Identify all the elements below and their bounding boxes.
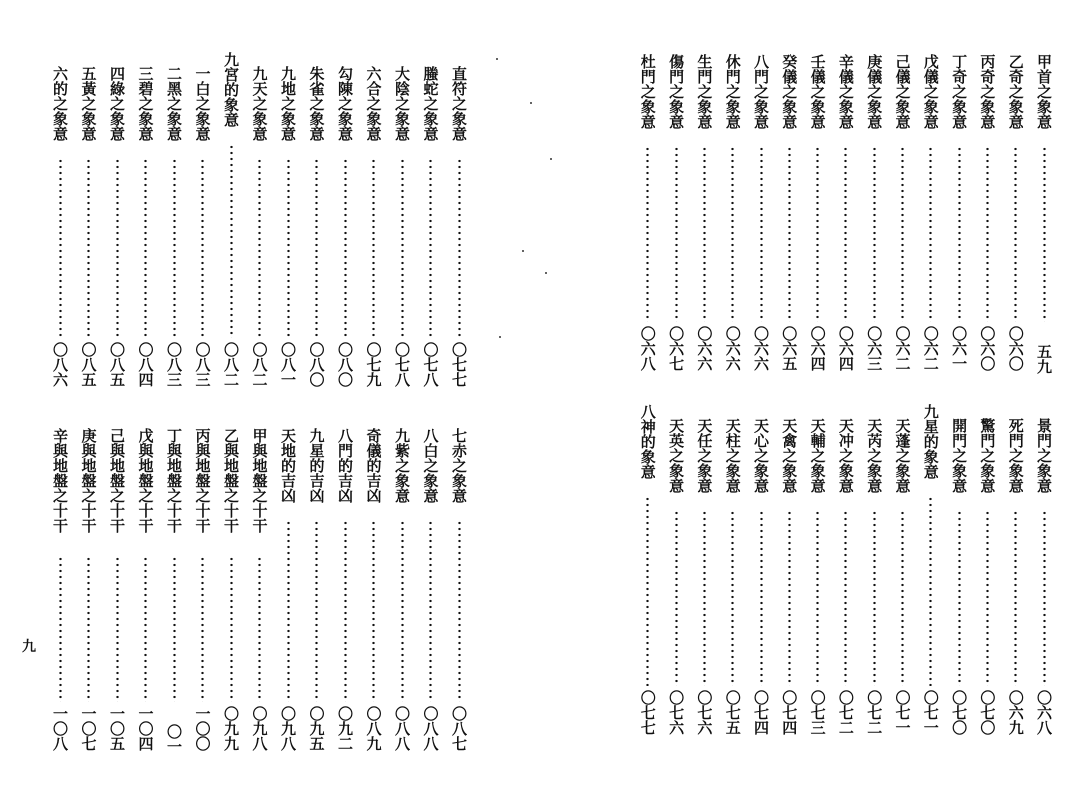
dot-leader <box>144 158 147 338</box>
toc-entry-title: 己儀之象意 <box>893 54 912 129</box>
dot-leader <box>315 520 318 702</box>
toc-entry-title: 大陰之象意 <box>393 66 411 141</box>
toc-entry-title: 九星的吉凶 <box>307 428 326 503</box>
toc-entry-page: 一〇七 <box>79 706 98 751</box>
dot-leader <box>458 158 461 338</box>
dot-leader <box>144 556 147 702</box>
toc-entry-page: 〇八四 <box>136 342 155 387</box>
toc-entry-title: 乙奇之象意 <box>1006 54 1025 129</box>
toc-entry-title: 乙與地盤之十干 <box>222 428 240 533</box>
toc-entry-page: 〇六五 <box>780 326 799 371</box>
toc-entry-title: 開門之象意 <box>950 418 969 493</box>
toc-entry-title: 死門之象意 <box>1006 418 1025 493</box>
toc-entry-title: 九天之象意 <box>250 66 269 141</box>
toc-entry-page: 〇九五 <box>307 706 326 751</box>
toc-entry-title: 直符之象意 <box>450 66 468 141</box>
toc-entry-title: 戊與地盤之十干 <box>136 428 155 533</box>
toc-entry-title: 癸儀之象意 <box>780 54 799 129</box>
toc-entry-page: 一〇五 <box>108 706 126 751</box>
toc-entry-page: 〇六二 <box>893 326 912 371</box>
dot-leader <box>958 146 961 322</box>
toc-entry-title: 丙奇之象意 <box>978 54 997 129</box>
toc-entry-page: 〇八〇 <box>336 342 354 387</box>
toc-entry-page: 〇七一 <box>921 690 940 735</box>
toc-entry-title: 甲與地盤之十干 <box>250 428 269 533</box>
toc-entry-title: 九紫之象意 <box>393 428 411 503</box>
toc-entry-page: 五九 <box>1035 344 1053 374</box>
toc-entry-title: 壬儀之象意 <box>808 54 827 129</box>
toc-entry-title: 天冲之象意 <box>836 418 855 493</box>
toc-entry-page: 〇八八 <box>393 706 411 751</box>
toc-entry-title: 天英之象意 <box>667 418 686 493</box>
toc-entry-title: 奇儀的吉凶 <box>364 428 383 503</box>
toc-entry-page: 〇七二 <box>865 690 884 735</box>
toc-entry-title: 三碧之象意 <box>136 66 155 141</box>
toc-entry-page: 〇八七 <box>450 706 468 751</box>
dot-leader <box>929 146 932 322</box>
toc-entry-page: 〇六六 <box>752 326 770 371</box>
dot-leader <box>87 158 90 338</box>
toc-entry-title: 丁與地盤之十干 <box>165 428 183 533</box>
toc-entry-page: 〇七七 <box>638 690 657 735</box>
toc-entry-page: 〇六三 <box>865 326 884 371</box>
dot-leader <box>901 146 904 322</box>
toc-entry-title: 己與地盤之十干 <box>108 428 126 533</box>
toc-entry-title: 天禽之象意 <box>780 418 799 493</box>
dot-leader <box>703 510 706 686</box>
toc-entry-page: 〇七八 <box>421 342 440 387</box>
dot-leader <box>646 146 649 322</box>
toc-entry-page: 〇七七 <box>450 342 468 387</box>
toc-entry-page: 一〇〇 <box>193 706 212 751</box>
toc-entry-title: 杜門之象意 <box>638 54 657 129</box>
toc-entry-title: 景門之象意 <box>1035 418 1053 493</box>
scan-speck <box>499 336 501 338</box>
toc-entry-page: 〇六八 <box>638 326 657 371</box>
toc-entry-page: 〇六九 <box>1006 690 1025 735</box>
dot-leader <box>116 158 119 338</box>
toc-entry-page: 〇六七 <box>667 326 686 371</box>
dot-leader <box>116 556 119 702</box>
toc-entry-title: 驚門之象意 <box>978 418 997 493</box>
dot-leader <box>731 510 734 686</box>
dot-leader <box>230 144 233 338</box>
toc-entry-page: 〇七四 <box>752 690 770 735</box>
dot-leader <box>201 556 204 702</box>
toc-entry-title: 戊儀之象意 <box>921 54 940 129</box>
toc-entry-page: 〇八三 <box>165 342 183 387</box>
page-number: 九 <box>22 639 36 655</box>
toc-entry-title: 勾陳之象意 <box>336 66 354 141</box>
dot-leader <box>59 158 62 338</box>
toc-entry-title: 生門之象意 <box>695 54 714 129</box>
toc-entry-page: 〇九九 <box>222 706 240 751</box>
toc-entry-page: 一〇四 <box>136 706 155 751</box>
dot-leader <box>87 556 90 702</box>
toc-entry-title: 九宮的象意 <box>222 52 240 127</box>
toc-entry-title: 辛儀之象意 <box>836 54 855 129</box>
toc-entry-title: 八白之象意 <box>421 428 440 503</box>
toc-entry-page: 〇八一 <box>279 342 297 387</box>
toc-entry-title: 天任之象意 <box>695 418 714 493</box>
dot-leader <box>1014 510 1017 686</box>
toc-entry-title: 六合之象意 <box>364 66 383 141</box>
toc-entry-title: 休門之象意 <box>723 54 742 129</box>
toc-entry-title: 天輔之象意 <box>808 418 827 493</box>
dot-leader <box>731 146 734 322</box>
toc-entry-title: 二黑之象意 <box>165 66 183 141</box>
toc-entry-page: 〇七八 <box>393 342 411 387</box>
toc-entry-page: 〇八八 <box>421 706 440 751</box>
dot-leader <box>173 158 176 338</box>
toc-entry-page: 〇八五 <box>108 342 126 387</box>
dot-leader <box>59 556 62 702</box>
toc-entry-title: 天柱之象意 <box>723 418 742 493</box>
toc-entry-page: 〇七六 <box>695 690 714 735</box>
scan-speck <box>522 250 524 252</box>
dot-leader <box>816 510 819 686</box>
dot-leader <box>986 146 989 322</box>
toc-entry-page: 〇七〇 <box>950 690 969 735</box>
toc-entry-page: 〇七五 <box>723 690 742 735</box>
toc-entry-title: 八神的象意 <box>638 404 657 479</box>
toc-entry-page: 〇八三 <box>193 342 212 387</box>
toc-entry-title: 庚儀之象意 <box>865 54 884 129</box>
dot-leader <box>675 146 678 322</box>
dot-leader <box>1043 510 1046 686</box>
toc-entry-page: 〇九八 <box>279 706 297 751</box>
dot-leader <box>458 520 461 702</box>
dot-leader <box>287 520 290 702</box>
dot-leader <box>760 510 763 686</box>
scan-speck <box>496 58 498 60</box>
scan-speck <box>545 272 547 274</box>
dot-leader <box>1014 146 1017 322</box>
toc-entry-page: 〇九八 <box>250 706 269 751</box>
toc-entry-page: 〇七四 <box>780 690 799 735</box>
dot-leader <box>929 496 932 686</box>
dot-leader <box>901 510 904 686</box>
dot-leader <box>429 158 432 338</box>
toc-entry-page: 〇六四 <box>808 326 827 371</box>
toc-entry-page: 〇六一 <box>950 326 969 371</box>
dot-leader <box>1043 146 1046 322</box>
dot-leader <box>401 158 404 338</box>
toc-entry-title: 天芮之象意 <box>865 418 884 493</box>
toc-entry-page: 〇七一 <box>893 690 912 735</box>
dot-leader <box>344 520 347 702</box>
toc-entry-page: 〇八〇 <box>307 342 326 387</box>
toc-entry-title: 丙與地盤之十干 <box>193 428 212 533</box>
toc-entry-page: 〇七六 <box>667 690 686 735</box>
toc-entry-page: 〇八二 <box>222 342 240 387</box>
dot-leader <box>675 510 678 686</box>
toc-entry-page: 〇七三 <box>808 690 827 735</box>
toc-entry-title: 甲首之象意 <box>1035 54 1053 129</box>
toc-entry-title: 天蓬之象意 <box>893 418 912 493</box>
toc-entry-title: 天心之象意 <box>752 418 770 493</box>
toc-entry-page: 〇八九 <box>364 706 383 751</box>
toc-entry-title: 庚與地盤之十干 <box>79 428 98 533</box>
toc-entry-title: 八門之象意 <box>752 54 770 129</box>
toc-entry-page: 〇六六 <box>695 326 714 371</box>
toc-entry-title: 一白之象意 <box>193 66 212 141</box>
dot-leader <box>788 146 791 322</box>
dot-leader <box>230 556 233 702</box>
dot-leader <box>201 158 204 338</box>
dot-leader <box>372 158 375 338</box>
toc-entry-title: 五黃之象意 <box>79 66 98 141</box>
dot-leader <box>258 158 261 338</box>
toc-entry-page: 〇九二 <box>336 706 354 751</box>
toc-entry-page: 〇六〇 <box>978 326 997 371</box>
dot-leader <box>287 158 290 338</box>
dot-leader <box>816 146 819 322</box>
toc-entry-title: 四綠之象意 <box>108 66 126 141</box>
dot-leader <box>372 520 375 702</box>
dot-leader <box>258 556 261 702</box>
dot-leader <box>873 510 876 686</box>
dot-leader <box>344 158 347 338</box>
toc-entry-title: 七赤之象意 <box>450 428 468 503</box>
toc-entry-page: 〇八六 <box>51 342 69 387</box>
dot-leader <box>958 510 961 686</box>
dot-leader <box>760 146 763 322</box>
dot-leader <box>703 146 706 322</box>
toc-entry-page: 〇六六 <box>723 326 742 371</box>
dot-leader <box>986 510 989 686</box>
toc-entry-page: 〇八二 <box>250 342 269 387</box>
toc-entry-page: 〇七九 <box>364 342 383 387</box>
dot-leader <box>844 146 847 322</box>
toc-entry-title: 六的之象意 <box>51 66 69 141</box>
toc-entry-title: 九星的象意 <box>921 404 940 479</box>
toc-entry-page: 一〇八 <box>51 706 69 751</box>
toc-entry-page: 〇六〇 <box>1006 326 1025 371</box>
toc-entry-title: 朱雀之象意 <box>307 66 326 141</box>
scan-speck <box>530 102 532 104</box>
toc-entry-title: 丁奇之象意 <box>950 54 969 129</box>
dot-leader <box>429 520 432 702</box>
toc-entry-page: 〇七二 <box>836 690 855 735</box>
toc-entry-title: 辛與地盤之十干 <box>51 428 69 533</box>
toc-entry-title: 九地之象意 <box>279 66 297 141</box>
dot-leader <box>173 556 176 702</box>
toc-entry-page: 〇六八 <box>1035 690 1053 735</box>
dot-leader <box>788 510 791 686</box>
toc-entry-title: 螣蛇之象意 <box>421 66 440 141</box>
dot-leader <box>315 158 318 338</box>
dot-leader <box>873 146 876 322</box>
toc-entry-page: 〇六四 <box>836 326 855 371</box>
toc-entry-title: 八門的吉凶 <box>336 428 354 503</box>
toc-entry-page: 〇八五 <box>79 342 98 387</box>
scan-speck <box>550 158 552 160</box>
toc-entry-title: 天地的吉凶 <box>279 428 297 503</box>
dot-leader <box>844 510 847 686</box>
toc-entry-page: 〇七〇 <box>978 690 997 735</box>
toc-entry-page: 〇六二 <box>921 326 940 371</box>
toc-entry-page: 〇一 <box>165 724 183 754</box>
dot-leader <box>646 496 649 686</box>
toc-entry-title: 傷門之象意 <box>667 54 686 129</box>
dot-leader <box>401 520 404 702</box>
